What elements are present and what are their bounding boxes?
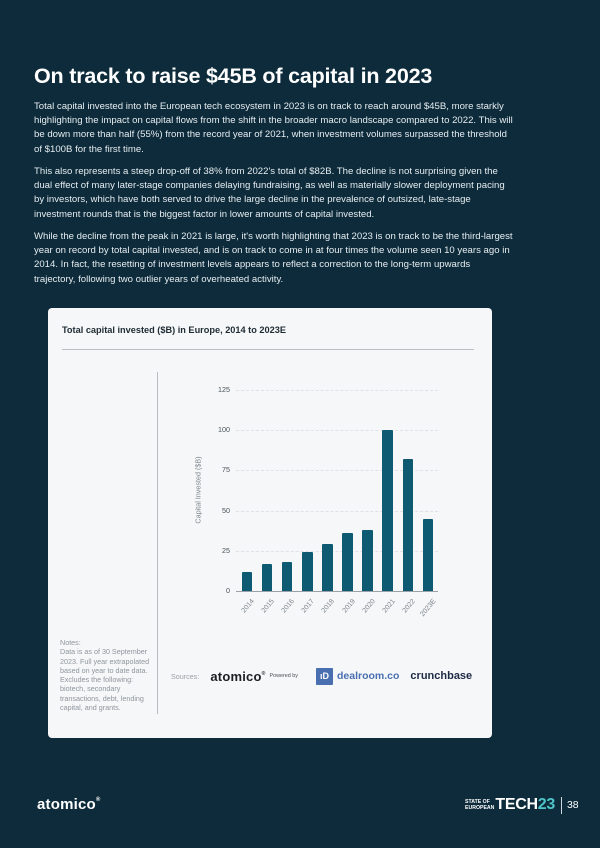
bar-2022 [403,459,414,591]
crunchbase-logo: crunchbase [410,670,473,682]
bar-chart [48,308,492,638]
bar-2017 [302,552,313,591]
notes-heading: Notes: [60,638,81,647]
brand-year: 23 [537,796,555,813]
chart-notes [60,638,152,712]
x-tick-label: 2023E [419,598,438,619]
x-tick-label: 2014 [240,598,256,615]
powered-by-label: Powered by [269,673,298,679]
y-axis-label: Capital Invested ($B) [193,456,203,524]
page-number: 38 [566,799,579,811]
dealroom-logo: dealroom.co [336,670,400,682]
bar-2019 [342,533,353,591]
x-tick-label: 2021 [381,598,397,615]
page-title: On track to raise $45B of capital in 2023 [34,64,433,88]
bar-2020 [362,530,373,591]
gridline [236,390,438,391]
atomico-footer-logo: atomico® [37,796,101,813]
brand-tech: TECH [495,796,538,813]
bar-2023E [423,519,434,591]
sources-label: Sources: [171,671,200,681]
sources-row [171,665,472,687]
atomico-logo: atomico® [210,668,266,684]
bar-2014 [242,572,253,591]
body-paragraph-2: This also represents a steep drop-off of 38% from 2022's total of $82B. The decline is not surprising given the dual effect of many later-stage companies delaying fundraising, as well as materially slower deployment pacing by investors, which have both served to drive the large decline in the prevalence of outsized, late-stage investment rounds that is the biggest factor in lower amounts of capital invested. [34,166,505,220]
x-axis-baseline [236,591,438,592]
bar-2016 [282,562,293,591]
body-paragraph-3: While the decline from the peak in 2021 is large, it's worth highlighting that 2023 is on track to be the third-largest year on record by total capital invested, and is on track to come in at four times the volume seen 10 years ago in 2014. In fact, the resetting of investment levels appears to reflect a correction to the long-term upwards trajectory, following two outlier years of overheated activity. [34,231,513,285]
bar-2021 [382,430,393,591]
footer-separator [561,797,562,814]
x-tick-label: 2019 [341,598,357,615]
dealroom-icon: ıD [316,668,333,685]
bar-2018 [322,544,333,591]
x-tick-label: 2017 [300,598,317,615]
x-tick-label: 2016 [280,598,297,615]
brand-small-text: STATE OF EUROPEAN [465,799,495,811]
chart-card [48,308,492,738]
body-paragraph-1: Total capital invested into the European tech ecosystem in 2023 is on track to reach around $45B, more starkly highlighting the impact on capital flows from the shift in the broader macro landscape compared to 2022. This will be down more than half (55%) from the record year of 2021, when investment volumes surpassed the threshold of $100B for the first time. [34,101,513,155]
y-tick-label: 0 [226,586,230,595]
x-tick-label: 2020 [361,598,377,615]
y-tick-label: 125 [218,384,230,394]
y-tick-label: 50 [222,505,230,515]
gridline [236,430,438,431]
x-tick-label: 2022 [401,598,417,615]
y-tick-label: 25 [222,545,230,555]
x-tick-label: 2015 [260,598,277,615]
bar-2015 [262,564,273,591]
state-of-european-tech-brand [465,796,579,814]
y-tick-label: 100 [218,425,230,434]
chart-title: Total capital invested ($B) in Europe, 2014 to 2023E [62,325,286,335]
y-tick-label: 75 [222,465,230,475]
x-tick-label: 2018 [320,598,337,615]
notes-text: Data is as of 30 September 2023. Full year extrapolated based on year to date data. Excludes the following: biotech, secondary transactions, debt, lending capital, and grants. [60,647,150,713]
